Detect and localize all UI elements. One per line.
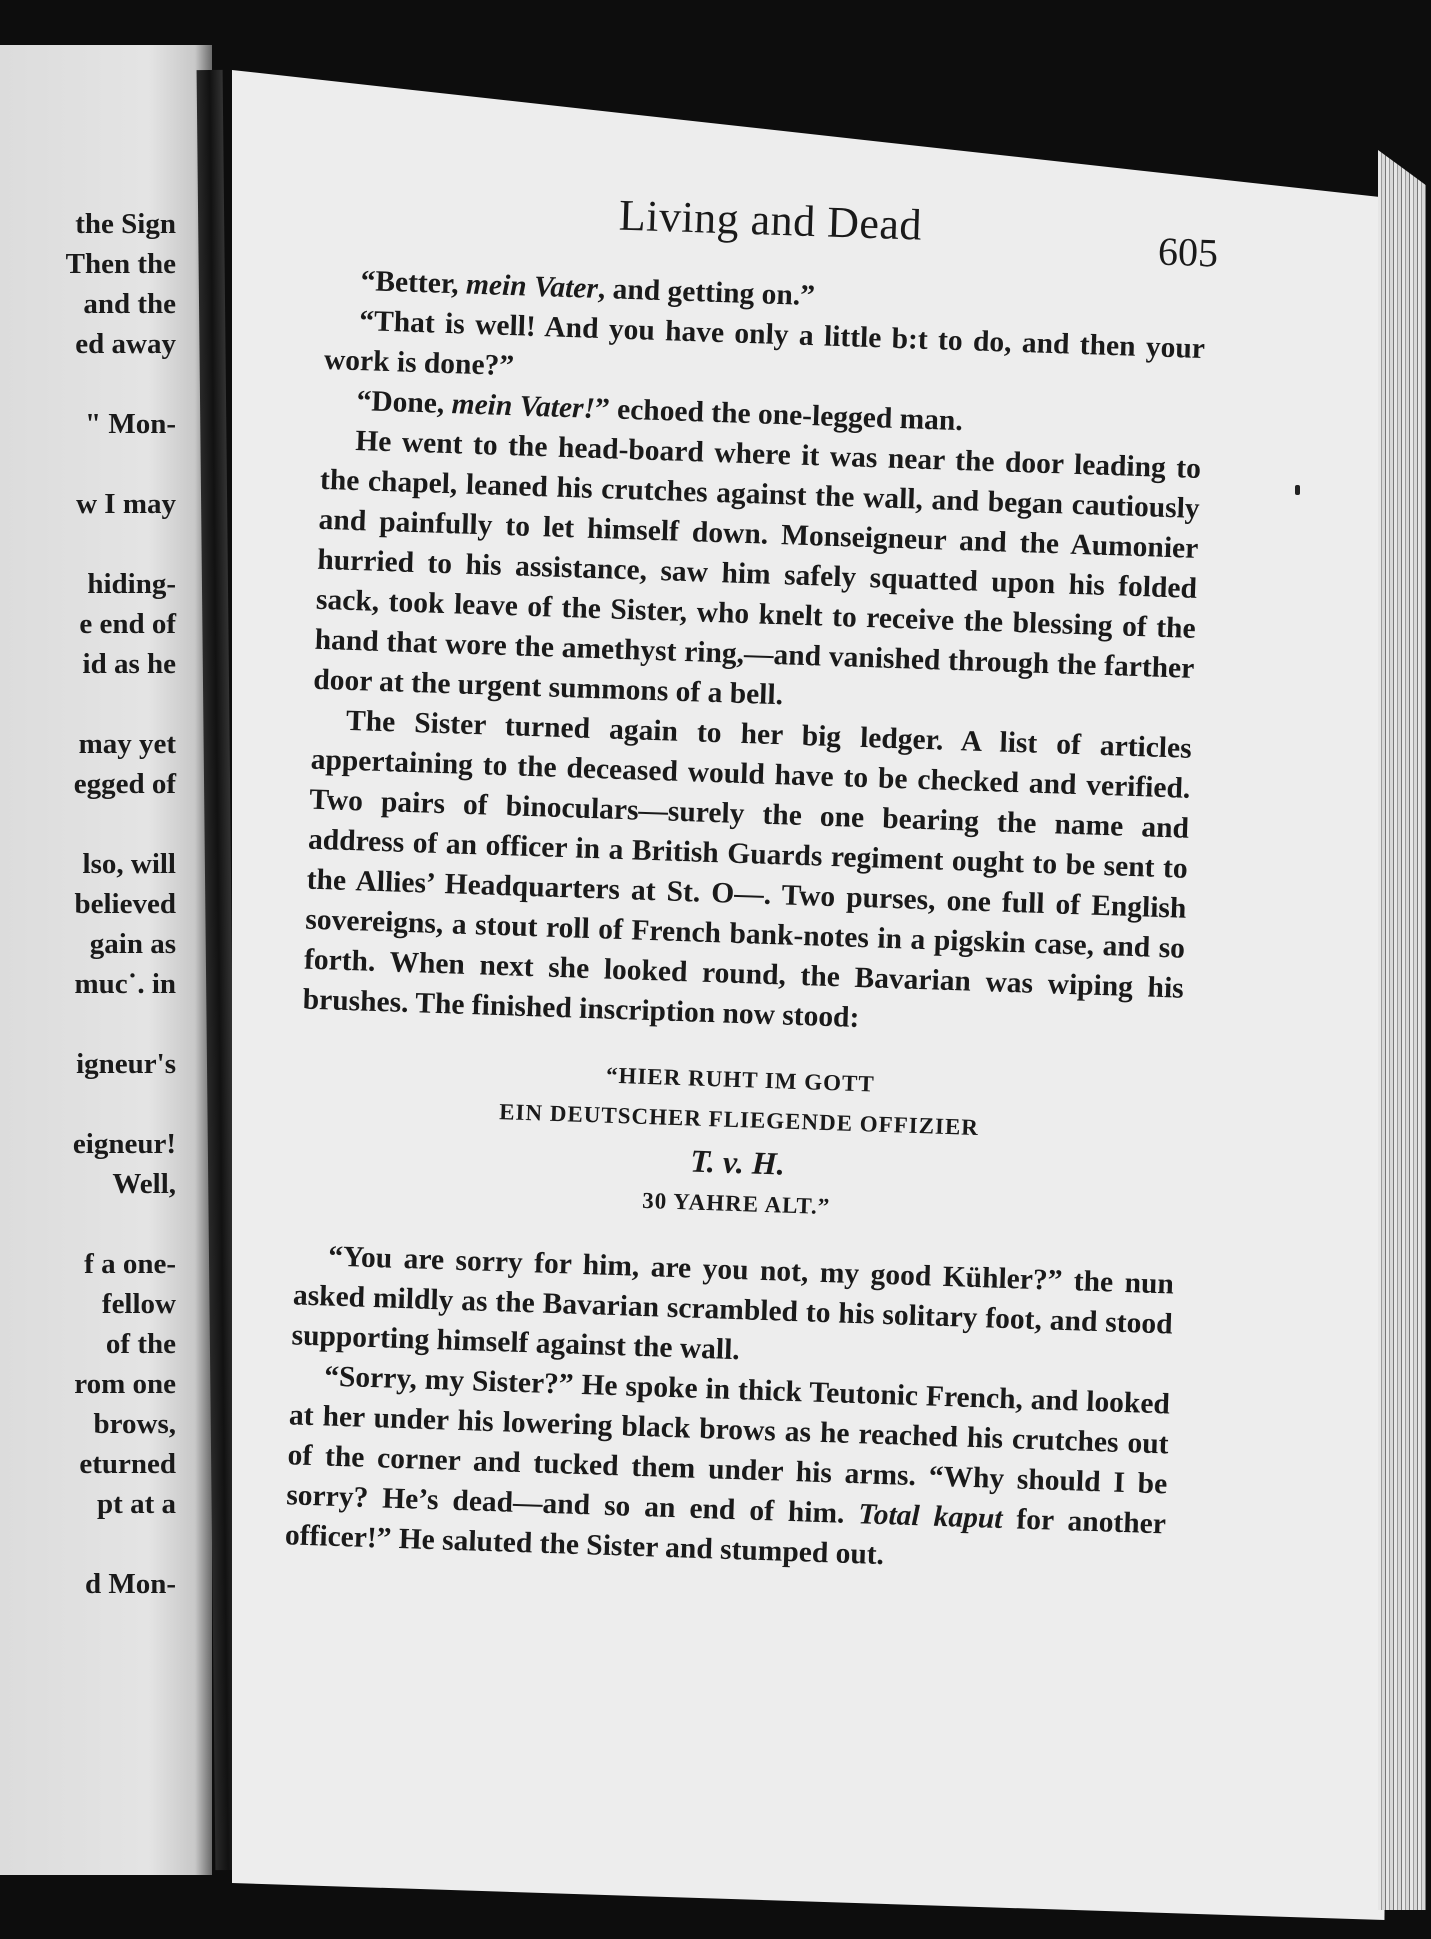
previous-page-line: egged of	[73, 768, 176, 800]
previous-page-line: muc˙. in	[74, 968, 176, 1000]
italic-text: Total kaput	[857, 1498, 1004, 1536]
previous-page-line: f a one-	[84, 1248, 176, 1280]
running-head: Living and Dead	[618, 190, 923, 250]
previous-page-line: lso, will	[82, 848, 176, 880]
previous-page-line: id as he	[82, 648, 176, 680]
paragraph-text: for another officer!” He saluted the Sister and stumped out.	[284, 1503, 1167, 1572]
previous-page-line: gain as	[89, 928, 176, 960]
previous-page-line: Well,	[112, 1168, 176, 1200]
paragraph-text: He went to the head-board where it was near the door leading to the chapel, leaned his crutches against the wall, and began cautiously and painfully to let himself down. Monseigneur and the Aumonier hurried to his assistance, saw him safely squatted upon his folded sack, took leave of the Sister, who knelt to receive the blessing of the hand that wore the amethyst ring,—and vanished through the farther door at the urgent summons of a bell.	[312, 424, 1202, 712]
previous-page-line: hiding-	[87, 568, 176, 600]
paragraph	[302, 700, 1192, 1049]
italic-text: mein Vater!	[451, 388, 596, 425]
previous-page-line: may yet	[78, 728, 176, 760]
inscription-line: “HIER RUHT IM GOTT	[605, 1062, 876, 1097]
previous-page-line: of the	[105, 1328, 176, 1360]
previous-page-line: Then the	[65, 248, 176, 280]
paragraph-text: , and getting on.”	[597, 272, 816, 313]
previous-page-line: " Mon-	[84, 408, 176, 440]
body-text	[284, 260, 1206, 1584]
previous-page-line: pt at a	[97, 1488, 176, 1520]
paragraph-text: “That is well! And you have only a little b:t to do, and then your work is done?”	[323, 305, 1206, 383]
inscription-initials: T. v. H.	[689, 1142, 786, 1182]
paragraph	[284, 1355, 1170, 1584]
paragraph-text: “Done,	[356, 385, 453, 421]
paragraphs-after	[284, 1235, 1174, 1584]
paragraph-text: “You are sorry for him, are you not, my good Kühler?” the nun asked mildly as the Bavarian scrambled to his solitary foot, and stood supporting himself against the wall.	[291, 1240, 1175, 1367]
paragraph-text: The Sister turned again to her big ledger. A list of articles appertaining to the deceased would have to be checked and verified. Two pairs of binoculars—surely the one bearing the name and address of an officer in a British Guards regiment ought to be sent to the Allies’ Headquarters at St. O—. Two purses, one full of English sovereigns, a stout roll of French bank-notes in a pigskin case, and so forth. When next she looked round, the Bavarian was wiping his brushes. The finished inscription now stood:	[302, 704, 1193, 1035]
previous-page-line: rom one	[74, 1368, 176, 1400]
previous-page-line: e end of	[79, 608, 176, 640]
previous-page-line: brows,	[93, 1408, 176, 1440]
inscription-line: 30 YAHRE ALT.”	[641, 1187, 831, 1220]
previous-page-line: believed	[74, 888, 176, 920]
previous-page-line: eturned	[79, 1448, 176, 1480]
page-text-block	[284, 180, 1219, 1572]
paragraphs-before	[302, 260, 1207, 1049]
page-number: 605	[1157, 228, 1219, 276]
previous-page-line: w I may	[76, 488, 176, 520]
previous-page-line: the Sign	[75, 208, 176, 240]
paragraph-text: “Better,	[360, 265, 467, 301]
italic-text: mein Vater	[465, 268, 599, 305]
previous-page-line: eigneur!	[72, 1128, 176, 1160]
paragraph-text: “Sorry, my Sister?” He spoke in thick Teutonic French, and looked at her under his lowering black brows as he reached his crutches out of the corner and tucked them under his arms. “Why should I be sorry? He’s dead—and so an end of him.	[285, 1360, 1171, 1531]
previous-page-line: ed away	[75, 328, 176, 360]
previous-page-line: and the	[83, 288, 176, 320]
paragraph	[313, 420, 1202, 729]
previous-page-line: igneur's	[76, 1048, 176, 1080]
previous-page-line: fellow	[101, 1288, 176, 1320]
previous-page-line: d Mon-	[84, 1568, 176, 1600]
inscription-line: EIN DEUTSCHER FLIEGENDE OFFIZIER	[498, 1099, 980, 1141]
paragraph-text: ” echoed the one-legged man.	[594, 392, 964, 438]
